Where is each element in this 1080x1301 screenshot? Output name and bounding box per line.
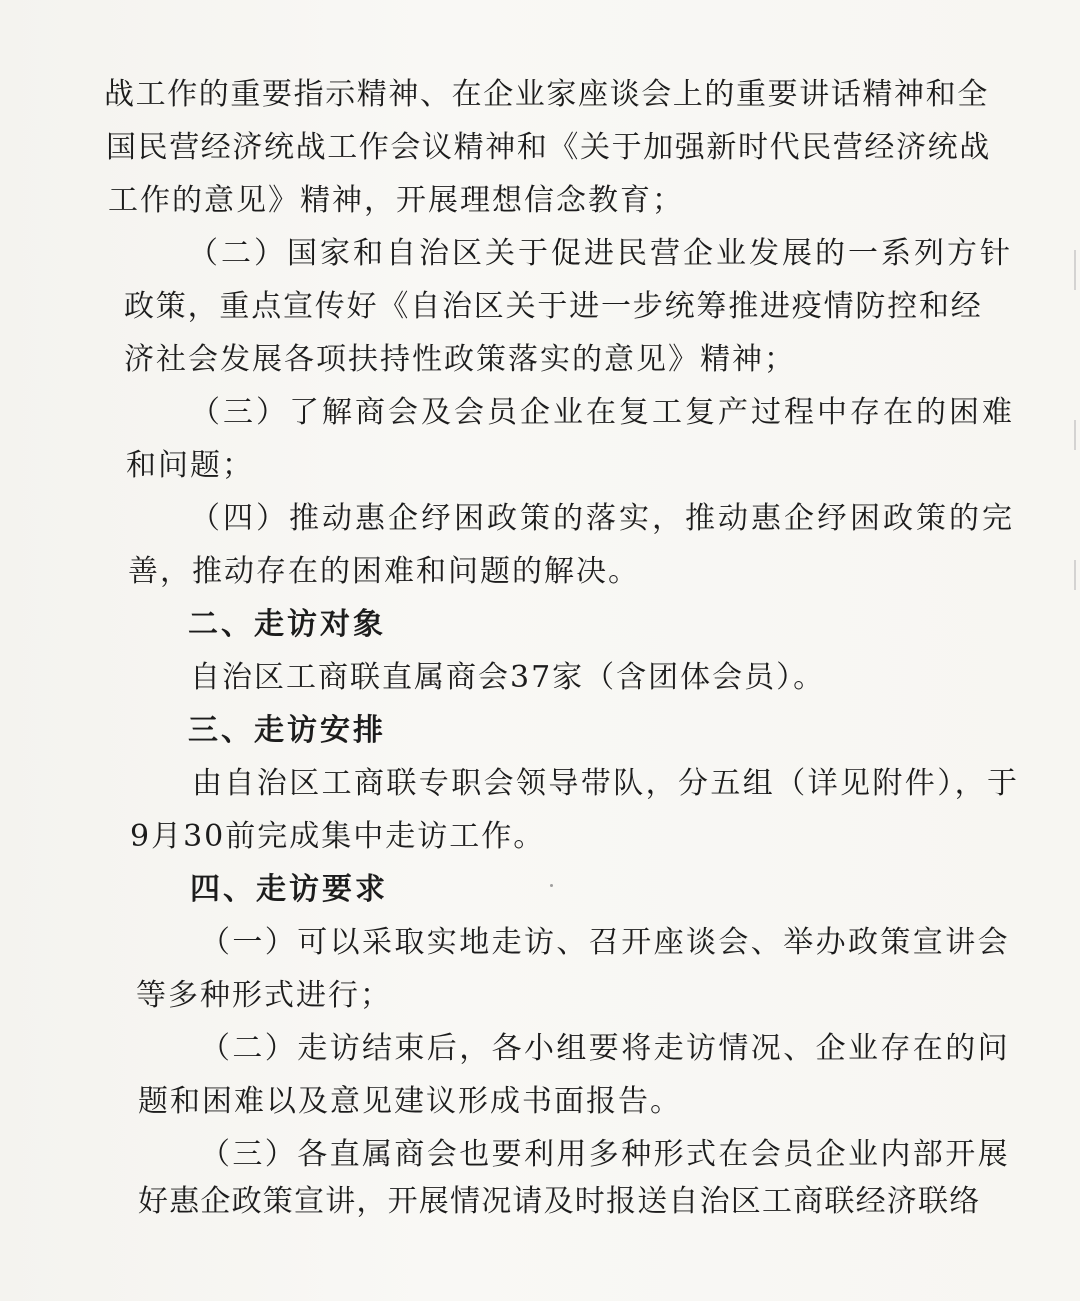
scan-edge-mark <box>1074 250 1076 290</box>
list-item-four: （四）推动惠企纾困政策的落实，推动惠企纾困政策的完 <box>190 501 1015 536</box>
body-text-line: 等多种形式进行； <box>136 978 392 1013</box>
list-item-two: （二）走访结束后，各小组要将走访情况、企业存在的问 <box>200 1031 1010 1066</box>
list-item-two: （二）国家和自治区关于促进民营企业发展的一系列方针 <box>188 236 1013 271</box>
body-text-line: 由自治区工商联专职会领导带队，分五组（详见附件），于 <box>192 766 1020 801</box>
list-item-three: （三）各直属商会也要利用多种形式在会员企业内部开展 <box>200 1137 1010 1172</box>
body-text-line: 战工作的重要指示精神、在企业家座谈会上的重要讲话精神和全 <box>104 77 989 112</box>
body-text-line: 题和困难以及意见建议形成书面报告。 <box>138 1084 682 1119</box>
scan-edge-mark <box>1074 560 1076 590</box>
body-text-line: 9月30前完成集中走访工作。 <box>130 819 546 854</box>
body-text-line: 好惠企政策宣讲，开展情况请及时报送自治区工商联经济联络 <box>138 1184 981 1219</box>
body-text-line: 善，推动存在的困难和问题的解决。 <box>128 554 640 589</box>
body-text-line: 济社会发展各项扶持性政策落实的意见》精神； <box>124 342 796 377</box>
list-item-one: （一）可以采取实地走访、召开座谈会、举办政策宣讲会 <box>200 925 1010 960</box>
body-text-line: 工作的意见》精神，开展理想信念教育； <box>108 183 684 218</box>
section-heading-visit-targets: 二、走访对象 <box>188 607 386 642</box>
section-heading-visit-arrangement: 三、走访安排 <box>188 713 386 748</box>
list-item-three: （三）了解商会及会员企业在复工复产过程中存在的困难 <box>190 395 1015 430</box>
body-text-line: 自治区工商联直属商会37家（含团体会员）。 <box>190 660 826 695</box>
section-heading-visit-requirements: 四、走访要求 <box>190 872 388 907</box>
body-text-line: 政策，重点宣传好《自治区关于进一步统筹推进疫情防控和经 <box>124 289 983 324</box>
scan-edge-mark <box>1074 420 1076 450</box>
body-text-line: 国民营经济统战工作会议精神和《关于加强新时代民营经济统战 <box>106 130 991 165</box>
body-text-line: 和问题； <box>126 448 254 483</box>
scan-dust-speck <box>550 884 553 887</box>
